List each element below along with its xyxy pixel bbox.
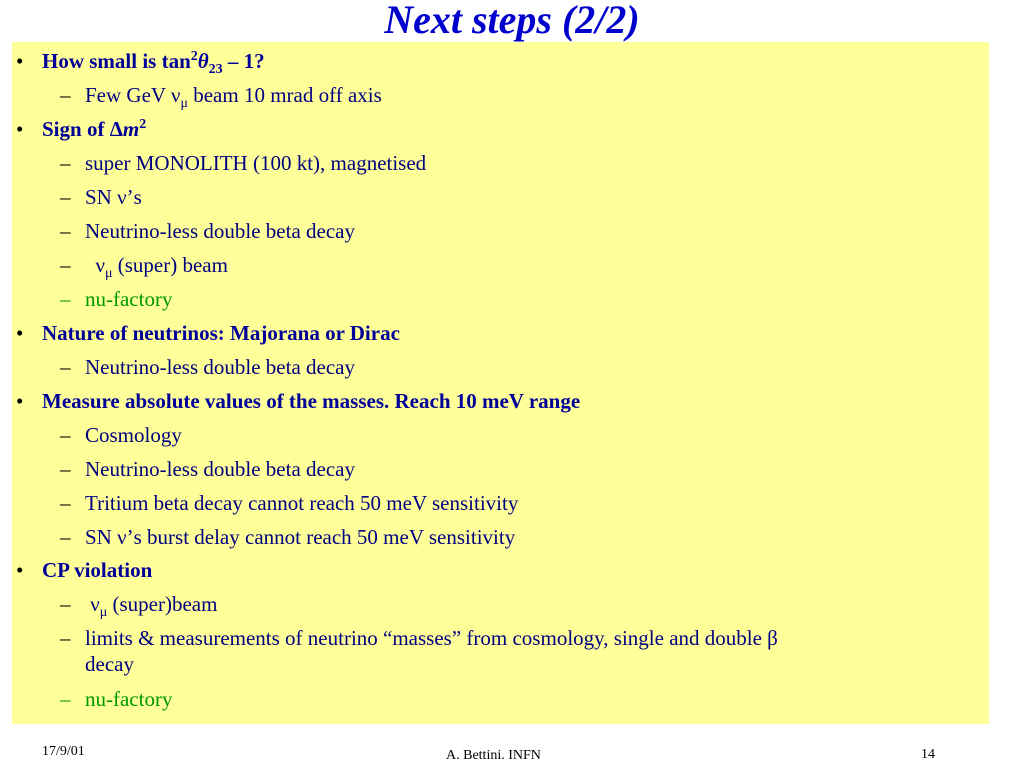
item-text: How small is $\tan^2\theta_{23} - 1$? — [42, 49, 265, 78]
dash-marker: – — [60, 423, 71, 447]
item-text: $\nu_\mu$ (super)beam — [90, 592, 218, 621]
item-text: SN ν’s burst delay cannot reach 50 meV sensitivity — [85, 525, 516, 549]
item-text: nu-factory — [85, 287, 173, 311]
item-text: super MONOLITH (100 kt), magnetised — [85, 151, 427, 175]
dash-marker: – — [60, 525, 71, 549]
footer-author: A. Bettini. INFN — [446, 748, 541, 763]
dash-marker: – — [60, 151, 71, 175]
bullet-marker: • — [16, 558, 24, 582]
item-text: decay — [85, 652, 134, 676]
dash-marker: – — [60, 253, 71, 277]
item-text: Neutrino-less double beta decay — [85, 219, 355, 243]
item-text: $\nu_\mu$ (super) beam — [95, 253, 228, 282]
item-text: CP violation — [42, 558, 153, 582]
content-box — [12, 42, 989, 724]
item-text: Sign of $\Delta m^2$ — [42, 117, 147, 141]
dash-marker: – — [60, 287, 71, 311]
dash-marker: – — [60, 83, 71, 107]
footer-date: 17/9/01 — [42, 744, 85, 759]
item-text: Few GeV $\nu_\mu$ beam 10 mrad off axis — [85, 83, 382, 112]
bullet-marker: • — [16, 49, 24, 73]
item-text: Cosmology — [85, 423, 182, 447]
bullet-marker: • — [16, 117, 24, 141]
dash-marker: – — [60, 491, 71, 515]
bullet-marker: • — [16, 321, 24, 345]
dash-marker: – — [60, 687, 71, 711]
dash-marker: – — [60, 457, 71, 481]
dash-marker: – — [60, 592, 71, 616]
item-text: SN ν’s — [85, 185, 142, 209]
footer-page-number: 14 — [921, 747, 935, 762]
dash-marker: – — [60, 185, 71, 209]
slide-title: Next steps (2/2) — [384, 0, 640, 42]
item-text: Measure absolute values of the masses. Reach 10 meV range — [42, 389, 581, 413]
item-text: nu-factory — [85, 687, 173, 711]
dash-marker: – — [60, 219, 71, 243]
dash-marker: – — [60, 355, 71, 379]
item-text: limits & measurements of neutrino “masses” from cosmology, single and double β — [85, 626, 778, 650]
item-text: Neutrino-less double beta decay — [85, 457, 355, 481]
item-text: Nature of neutrinos: Majorana or Dirac — [42, 321, 400, 345]
item-text: Tritium beta decay cannot reach 50 meV sensitivity — [85, 491, 519, 515]
bullet-marker: • — [16, 389, 24, 413]
dash-marker: – — [60, 626, 71, 650]
item-text: Neutrino-less double beta decay — [85, 355, 355, 379]
